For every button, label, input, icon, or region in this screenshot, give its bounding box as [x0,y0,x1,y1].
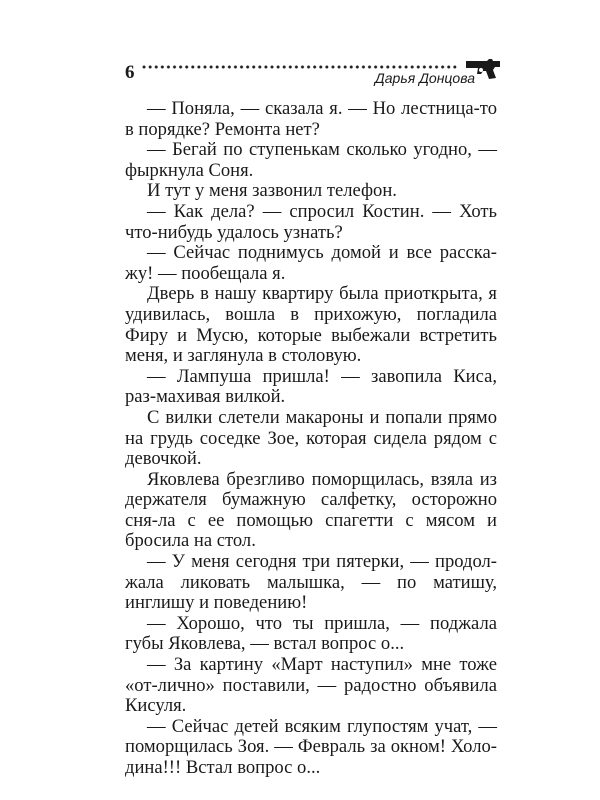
page-number: 6 [125,62,135,83]
author-name: Дарья Донцова [374,70,475,86]
paragraph: — Как дела? — спросил Костин. — Хоть что-нибудь удалось узнать? [125,200,497,243]
paragraph: Дверь в нашу квартиру была приоткрыта, я удивилась, вошла в прихожую, погладила Фиру и Мусю, которые выбежали встретить меня, и заглянула в столовую. [125,283,497,367]
revolver-icon [465,58,503,80]
paragraph: — Хорошо, что ты пришла, — поджала губы Яковлева, — встал вопрос о... [125,612,497,655]
paragraph: — Лампуша пришла! — завопила Киса, раз-махивая вилкой. [125,365,497,408]
paragraph: — Поняла, — сказала я. — Но лестница-то в порядке? Ремонта нет? [125,98,497,140]
paragraph: С вилки слетели макароны и попали прямо на грудь соседке Зое, которая сидела рядом с девочкой. [125,406,497,470]
paragraph: — У меня сегодня три пятерки, — продол-жала ликовать малышка, — по матишу, инглишу и поведению! [125,551,497,614]
paragraph: Яковлева брезгливо поморщилась, взяла из держателя бумажную салфетку, осторожно сня-ла с ее помощью спагетти с мясом и бросила на стол. [125,468,497,552]
paragraph: И тут у меня зазвонил телефон. [147,180,397,202]
paragraph: — Бегай по ступенькам сколько угодно, — фыркнула Соня. [125,139,497,181]
paragraph: — За картину «Март наступил» мне тоже «от-лично» поставили, — радостно объявила Кисуля. [125,654,497,717]
body-text [125,99,497,779]
paragraph: — Сейчас детей всяким глупостям учат, — поморщилась Зоя. — Февраль за окном! Холо-дина!!! Встал вопрос о... [125,715,497,778]
running-header [125,58,497,88]
paragraph: — Сейчас поднимусь домой и все расска-жу! — пообещала я. [125,242,497,284]
